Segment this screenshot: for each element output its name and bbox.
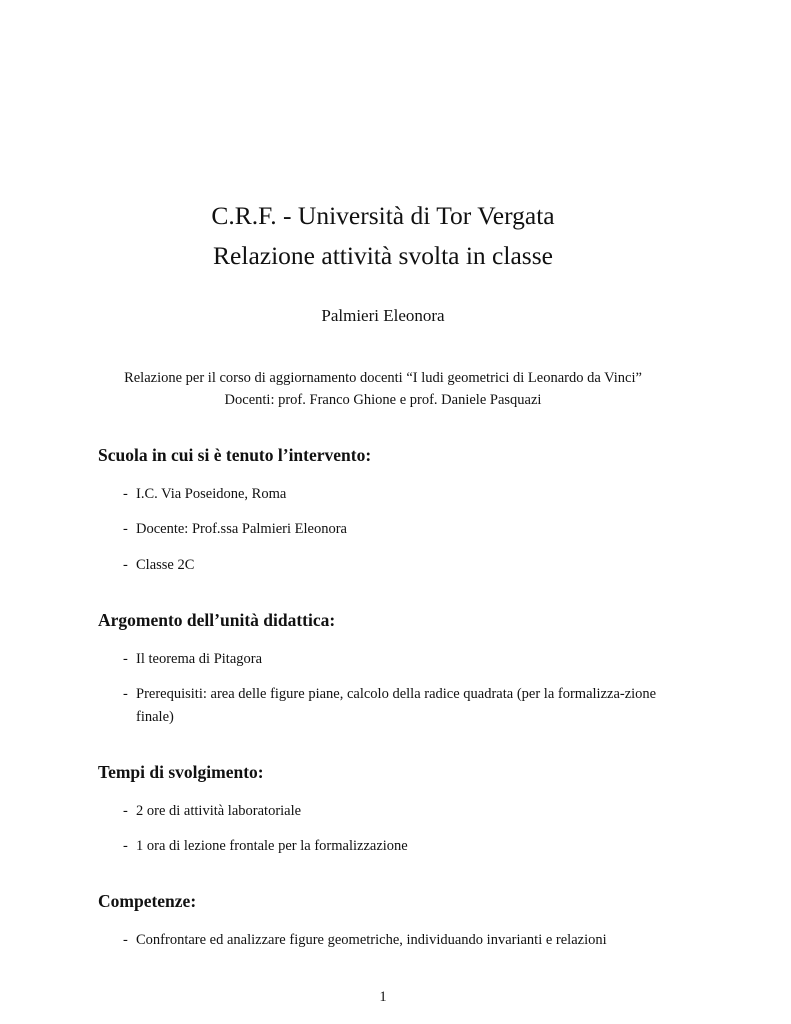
bullet-dash: -	[123, 557, 128, 573]
list-item	[123, 648, 676, 671]
section-heading-topic: Argomento dell’unità didattica:	[98, 610, 336, 630]
list-item-text: 2 ore di attività laboratoriale	[136, 803, 302, 819]
bullet-dash: -	[123, 686, 128, 702]
list-item	[123, 929, 676, 952]
list-item	[123, 800, 676, 823]
document-title-line-1: C.R.F. - Università di Tor Vergata	[211, 201, 555, 230]
list-item-text: 1 ora di lezione frontale per la formalizzazione	[136, 838, 408, 854]
course-description: Relazione per il corso di aggiornamento docenti “I ludi geometrici di Leonardo da Vinci”	[124, 370, 642, 386]
document-title-line-2: Relazione attività svolta in classe	[213, 241, 553, 270]
list-item-text: Confrontare ed analizzare figure geometriche, individuando invarianti e relazioni	[136, 932, 607, 948]
bullet-dash: -	[123, 932, 128, 948]
bullet-dash: -	[123, 486, 128, 502]
list-item	[123, 835, 676, 858]
teachers-line: Docenti: prof. Franco Ghione e prof. Daniele Pasquazi	[224, 392, 542, 408]
list-item	[123, 554, 676, 577]
bullet-dash: -	[123, 521, 128, 537]
list-item-text: Classe 2C	[136, 557, 195, 573]
list-item-text: I.C. Via Poseidone, Roma	[136, 486, 287, 502]
list-item-text: Il teorema di Pitagora	[136, 651, 263, 667]
section-heading-school: Scuola in cui si è tenuto l’intervento:	[98, 445, 372, 465]
bullet-dash: -	[123, 803, 128, 819]
list-item	[123, 518, 676, 541]
bullet-dash: -	[123, 651, 128, 667]
list-item-text: Docente: Prof.ssa Palmieri Eleonora	[136, 521, 347, 537]
page-number: 1	[379, 989, 387, 1005]
section-heading-timing: Tempi di svolgimento:	[98, 762, 264, 782]
author-name: Palmieri Eleonora	[321, 306, 445, 325]
section-heading-competences: Competenze:	[98, 891, 197, 911]
list-item	[123, 483, 676, 506]
bullet-dash: -	[123, 838, 128, 854]
list-item-text: Prerequisiti: area delle figure piane, calcolo della radice quadrata (per la formalizza-zione finale)	[136, 686, 657, 725]
list-item	[123, 683, 676, 729]
